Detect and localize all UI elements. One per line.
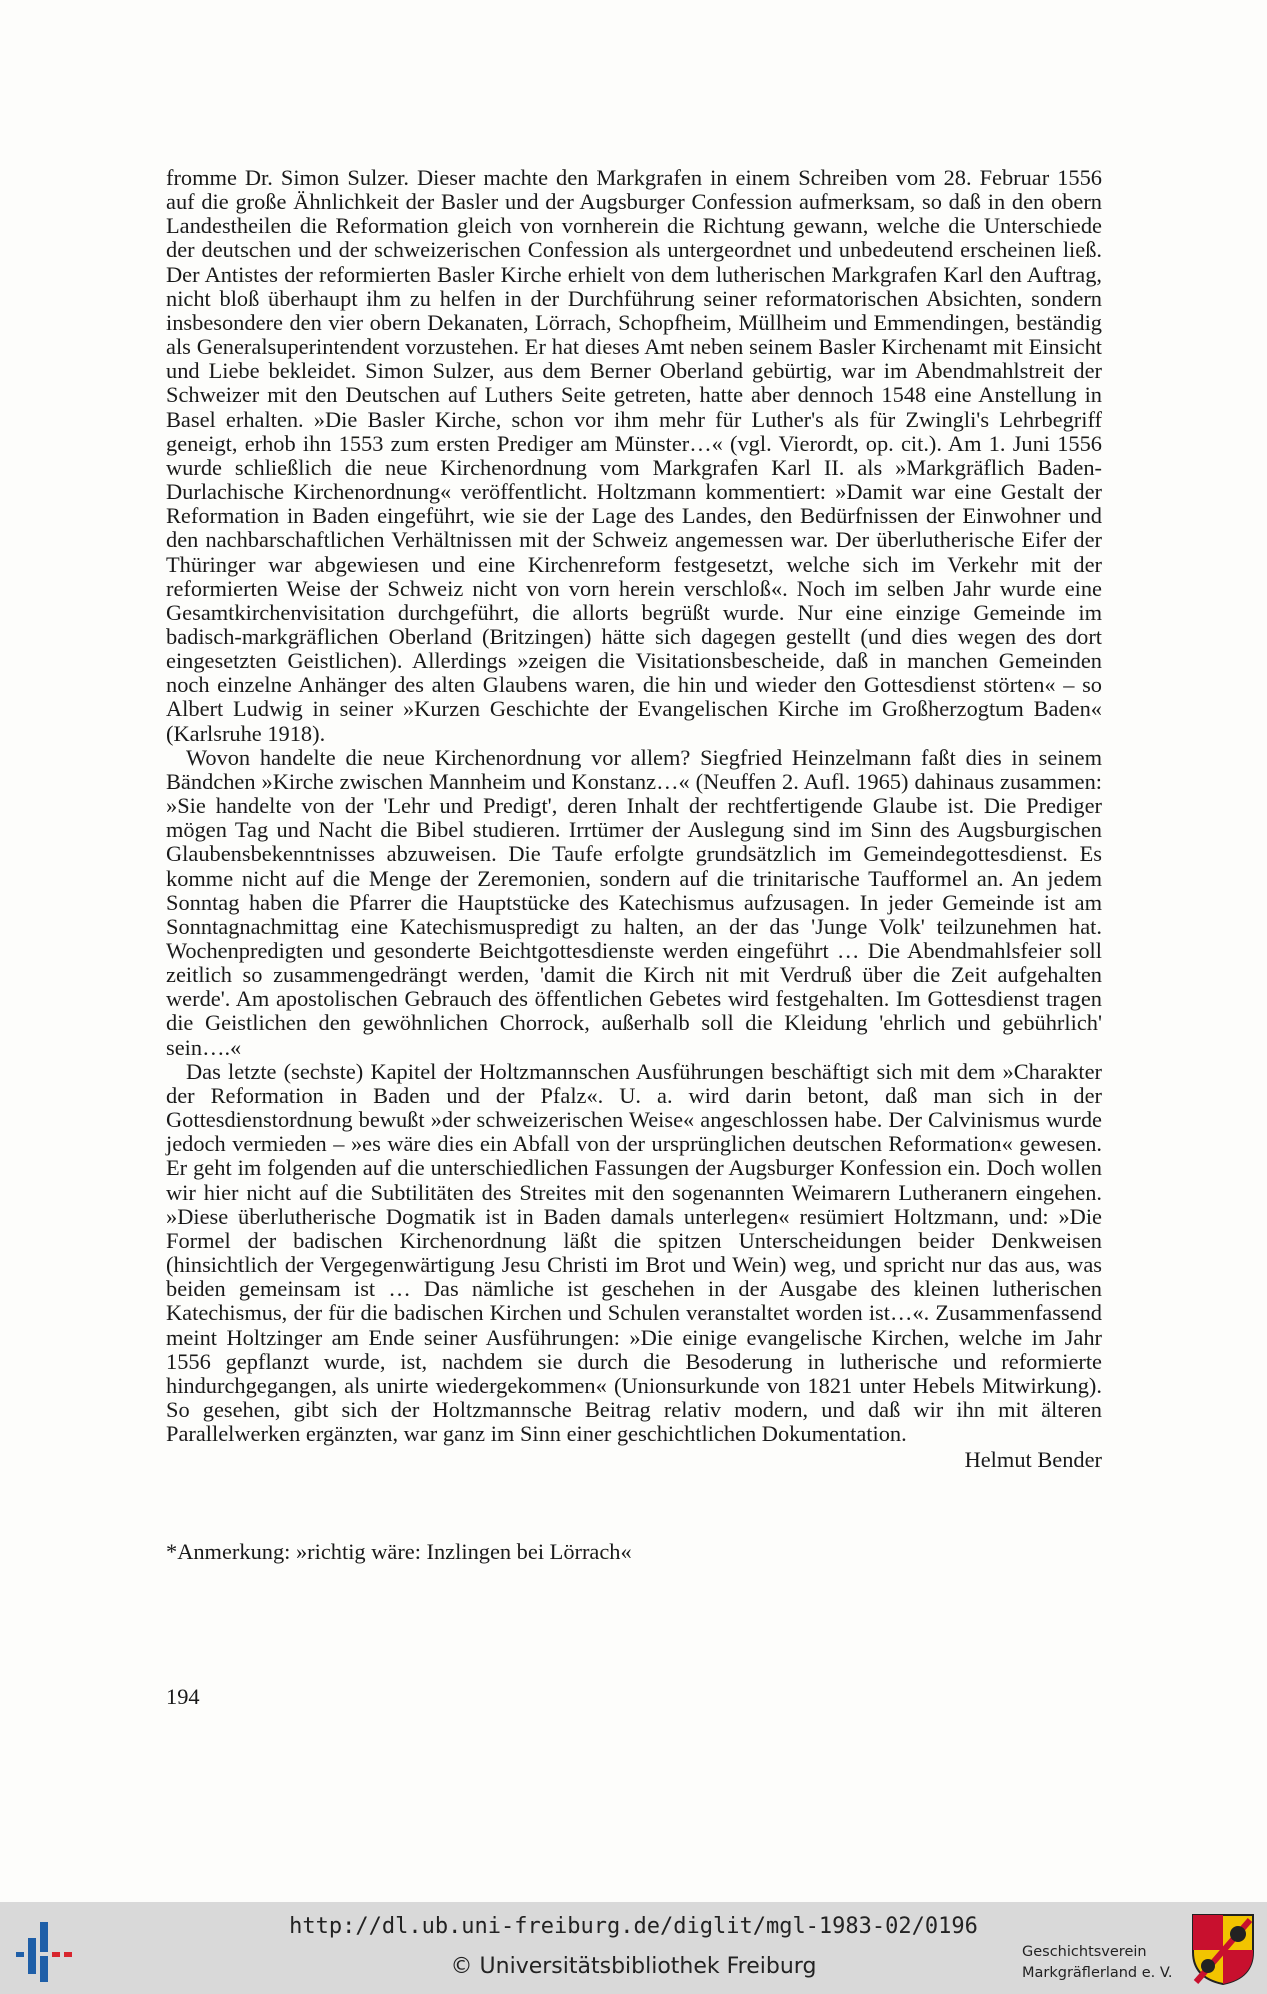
society-name-line2: Markgräflerland e. V. — [1022, 1965, 1173, 1981]
footnote: *Anmerkung: »richtig wäre: Inzlingen bei Lörrach« — [166, 1539, 632, 1564]
author-signature: Helmut Bender — [964, 1447, 1102, 1473]
page-number: 194 — [166, 1684, 200, 1709]
paragraph-2: Wovon handelte die neue Kirchenordnung vor allem? Siegfried Heinzelmann faßt dies in seinem Bändchen »Kirche zwischen Mannheim und Konstanz…« (Neuffen 2. Aufl. 1965) dahinaus zusammen: »Sie handelte von der 'Lehr und Predigt', deren Inhalt der rechtfertigende Glaube ist. Die Prediger mögen Tag und Nacht die Bibel studieren. Irrtümer der Auslegung sind im Sinn des Augsburgischen Glaubensbekenntnisses abzuweisen. Die Taufe erfolgte grundsätzlich im Gemeindegottesdienst. Es komme nicht auf die Menge der Zeremonien, sondern auf die trinitarische Taufformel an. An jedem Sonntag haben die Pfarrer die Hauptstücke des Katechismus aufzusagen. In jeder Gemeinde ist am Sonntagnachmittag eine Katechismuspredigt zu halten, an der das 'Junge Volk' teilzunehmen hat. Wochenpredigten und gesonderte Beichtgottesdienste werden eingeführt … Die Abendmahlsfeier soll zeitlich so zusammengedrängt werden, 'damit die Kirch nit mit Verdruß über die Zeit aufgehalten werde'. Am apostolischen Gebrauch des öffentlichen Gebetes wird festgehalten. Im Gottesdienst tragen die Geistlichen den gewöhnlichen Chorrock, außerhalb soll die Kleidung 'ehrlich und gebührlich' sein….« — [166, 744, 1102, 1060]
paragraph-1: fromme Dr. Simon Sulzer. Dieser machte den Markgrafen in einem Schreiben vom 28. Februar 1556 auf die große Ähnlichkeit der Basler und der Augsburger Confession aufmerksam, so daß in den obern Landestheilen die Reformation gleich von vornherein die Richtung gewann, welche die Unterschiede der deutschen und der schweizerischen Confession als untergeordnet und unbedeutend erscheinen ließ. Der Antistes der reformierten Basler Kirche erhielt von dem lutherischen Markgrafen Karl den Auftrag, nicht bloß überhaupt ihm zu helfen in der Durchführung seiner reformatorischen Absichten, sondern insbesondere den vier obern Dekanaten, Lörrach, Schopfheim, Müllheim und Emmendingen, beständig als Generalsuperintendent vorzustehen. Er hat dieses Amt neben seinem Basler Kirchenamt mit Einsicht und Liebe bekleidet. Simon Sulzer, aus dem Berner Oberland gebürtig, war im Abendmahlstreit der Schweizer mit den Deutschen auf Luthers Seite getreten, hatte aber dennoch 1548 eine Anstellung in Basel erhalten. »Die Basler Kirche, schon vor ihm mehr für Luther's als für Zwingli's Lehrbegriff geneigt, erhob ihn 1553 zum ersten Prediger am Münster…« (vgl. Vierordt, op. cit.). Am 1. Juni 1556 wurde schließlich die neue Kirchenordnung vom Markgrafen Karl II. als »Markgräflich Baden-Durlachische Kirchenordnung« veröffentlicht. Holtzmann kommentiert: »Damit war eine Gestalt der Reformation in Baden eingeführt, wie sie der Lage des Landes, den Bedürfnissen der Einwohner und den nachbarschaftlichen Verhältnissen mit der Schweiz angemessen war. Der überlutherische Eifer der Thüringer war abgewiesen und eine Kirchenreform festgesetzt, welche sich im Verkehr mit der reformierten Weise der Schweiz nicht von vorn herein verschloß«. Noch im selben Jahr wurde eine Gesamtkirchenvisitation durchgeführt, die allorts begrüßt wurde. Nur eine einzige Gemeinde im badisch-markgräflichen Oberland (Britzingen) hätte sich dagegen gestellt (und dies wegen des dort eingesetzten Geistlichen). Allerdings »zeigen die Visitationsbescheide, daß in manchen Gemeinden noch einzelne Anhänger des alten Glaubens waren, die hin und wieder den Gottesdienst störten« – so Albert Ludwig in seiner »Kurzen Geschichte der Evangelischen Kirche im Großherzogtum Baden« (Karlsruhe 1918). — [166, 165, 1102, 746]
footer-copyright: © Universitätsbibliothek Freiburg — [450, 1954, 817, 1979]
society-name — [1022, 1942, 1184, 1984]
footer-bar — [0, 1902, 1267, 1994]
society-name-line1: Geschichtsverein — [1022, 1944, 1147, 1960]
coat-of-arms-icon — [1190, 1912, 1256, 1986]
paragraph-3: Das letzte (sechste) Kapitel der Holtzmannschen Ausführungen beschäftigt sich mit dem »Charakter der Reformation in Baden und der Pfalz«. U. a. wird darin betont, daß man sich in der Gottesdienstordnung bewußt »der schweizerischen Weise« angeschlossen habe. Der Calvinismus wurde jedoch vermieden – »es wäre dies ein Abfall von der ursprünglichen deutschen Reformation« gewesen. Er geht im folgenden auf die unterschiedlichen Fassungen der Augsburger Konfession ein. Doch wollen wir hier nicht auf die Subtilitäten des Streites mit den sogenannten Weimarern Lutheranern eingehen. »Diese überlutherische Dogmatik ist in Baden damals unterlegen« resümiert Holtzmann, und: »Die Formel der badischen Kirchenordnung läßt die spitzen Unterscheidungen beider Denkweisen (hinsichtlich der Vergegenwärtigung Jesu Christi im Brot und Wein) weg, und spricht nur das aus, was beiden gemeinsam ist … Das nämliche ist geschehen in der Ausgabe des kleinen lutherischen Katechismus, der für die badischen Kirchen und Schulen veranstaltet worden ist…«. Zusammenfassend meint Holtzinger am Ende seiner Ausführungen: »Die einige evangelische Kirchen, welche im Jahr 1556 gepflanzt wurde, ist, nachdem sie durch die Besoderung in lutherische und reformierte hindurchgegangen, als unirte wiedergekommen« (Unionsurkunde von 1821 unter Hebels Mitwirkung). So gesehen, gibt sich der Holtzmannsche Beitrag relativ modern, und daß wir ihn mit älteren Parallelwerken ergänzten, war ganz im Sinn einer geschichtlichen Dokumentation. — [166, 1058, 1102, 1447]
body-text — [166, 166, 1102, 1472]
footer-url-link[interactable]: http://dl.ub.uni-freiburg.de/diglit/mgl-1983-02/0196 — [289, 1914, 978, 1939]
